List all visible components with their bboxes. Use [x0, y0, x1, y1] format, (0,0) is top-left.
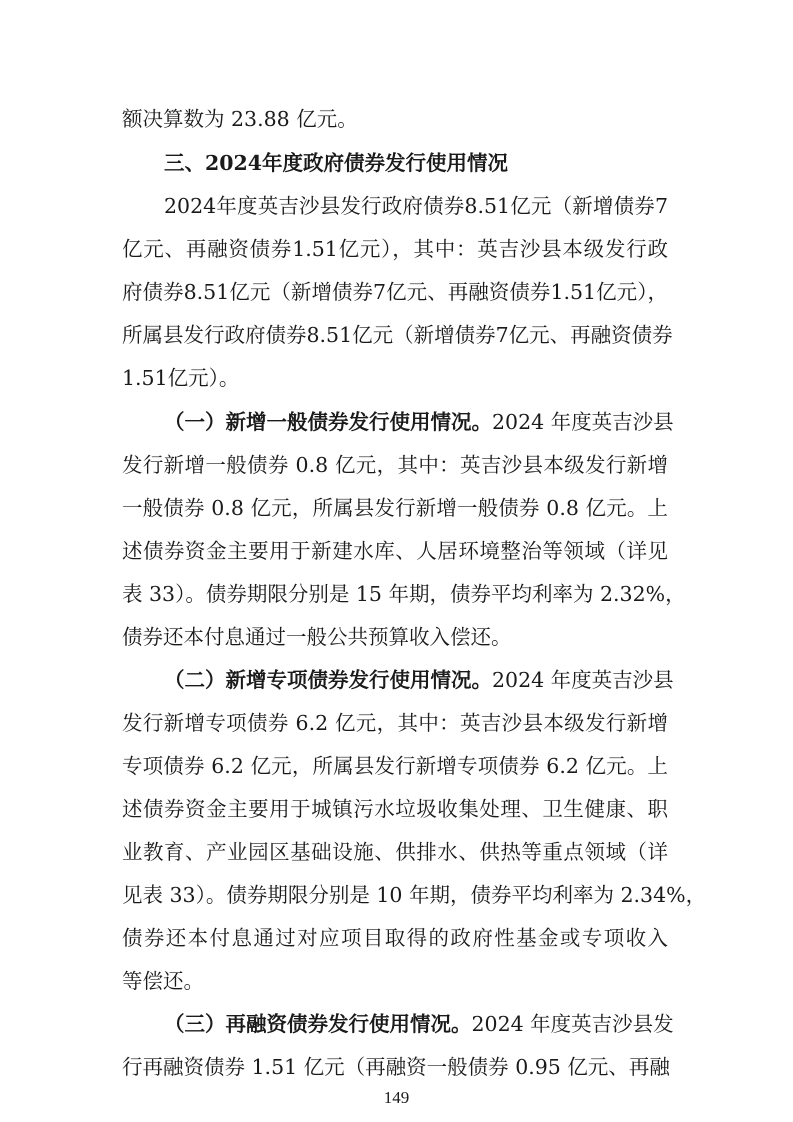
section-heading: 三、2024年度政府债券发行使用情况 [164, 151, 509, 175]
subsection-line [164, 408, 674, 436]
text-span: 2024 年度英吉沙县 [492, 410, 674, 434]
text-line: 亿元、再融资债券1.51亿元），其中：英吉沙县本级发行政 [122, 237, 668, 261]
text-line: 债券还本付息通过一般公共预算收入偿还。 [122, 625, 512, 649]
text-line: 债券还本付息通过对应项目取得的政府性基金或专项收入 [122, 926, 668, 950]
text-line: 1.51亿元）。 [122, 366, 240, 390]
text-line: 府债券8.51亿元（新增债券7亿元、再融资债券1.51亿元）， [122, 280, 668, 304]
text-line: 等偿还。 [122, 969, 204, 993]
text-span: 2024 年度英吉沙县发 [471, 1012, 674, 1036]
text-span: 2024 年度英吉沙县 [492, 668, 674, 692]
page-number: 149 [383, 1088, 410, 1107]
text-line: 发行新增一般债券 0.8 亿元，其中：英吉沙县本级发行新增 [122, 453, 668, 477]
text-line: 额决算数为 23.88 亿元。 [122, 107, 358, 131]
text-line: 述债券资金主要用于城镇污水垃圾收集处理、卫生健康、职 [122, 797, 668, 821]
text-line: 专项债券 6.2 亿元，所属县发行新增专项债券 6.2 亿元。上 [122, 754, 668, 778]
text-line: 所属县发行政府债券8.51亿元（新增债券7亿元、再融资债券 [122, 323, 673, 347]
text-line: 行再融资债券 1.51 亿元（再融资一般债券 0.95 亿元、再融 [122, 1055, 670, 1079]
text-line: 发行新增专项债券 6.2 亿元，其中：英吉沙县本级发行新增 [122, 711, 668, 735]
text-line: 见表 33）。债券期限分别是 10 年期，债券平均利率为 2.34%， [122, 883, 707, 907]
text-line: 述债券资金主要用于新建水库、人居环境整治等领域（详见 [122, 539, 668, 563]
subsection-line [164, 666, 674, 694]
text-line: 业教育、产业园区基础设施、供排水、供热等重点领域（详 [122, 840, 668, 864]
subsection-heading: （一）新增一般债券发行使用情况。 [164, 410, 492, 434]
subsection-heading: （三）再融资债券发行使用情况。 [164, 1012, 472, 1036]
text-line: 一般债券 0.8 亿元，所属县发行新增一般债券 0.8 亿元。上 [122, 496, 668, 520]
text-line: 表 33）。债券期限分别是 15 年期，债券平均利率为 2.32%， [122, 582, 686, 606]
text-line: 2024年度英吉沙县发行政府债券8.51亿元（新增债券7 [164, 194, 668, 218]
subsection-heading: （二）新增专项债券发行使用情况。 [164, 668, 492, 692]
subsection-line [164, 1010, 674, 1038]
